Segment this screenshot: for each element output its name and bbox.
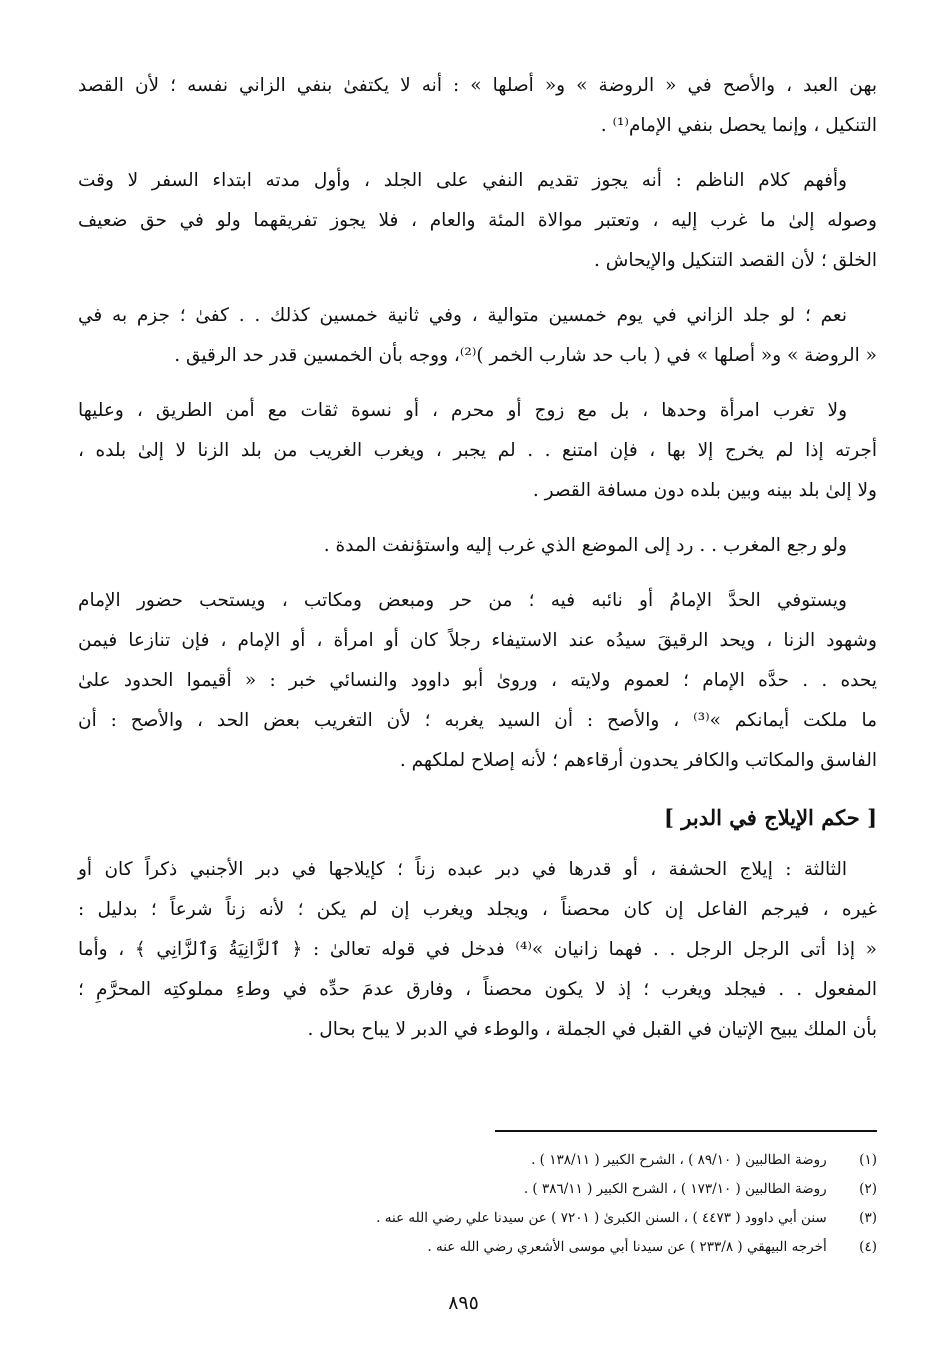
text-line: ولا إلىٰ بلد بينه وبين بلده دون مسافة القصر . — [532, 480, 877, 501]
footnote-number: (٣) — [859, 1210, 877, 1226]
text-line: يحده . . حدَّه الإمام ؛ لعموم ولايته ، وروىٰ أبو داوود والنسائي خبر : « أقيموا الحدود علىٰ — [78, 670, 877, 691]
text-line: المفعول . . فيجلد ويغرب ؛ إذ لا يكون محصناً ، وفارق عدمَ حدِّه في وطءِ مملوكتِه المحرَّمِ ؛ — [78, 979, 877, 1000]
paragraph-6 — [78, 581, 877, 781]
paragraph-7 — [78, 850, 877, 1050]
paragraph-1 — [78, 66, 877, 146]
text-line: ما ملكت أيمانكم »⁽³⁾ ، والأصح : أن السيد يغربه ؛ لأن التغريب بعض الحد ، والأصح : أن — [78, 710, 877, 731]
text-line: وشهود الزنا ، ويحد الرقيقَ سيدُه عند الاستيفاء رجلاً كان أو امرأة ، أو الإمام ، فإن تنازعا فيمن — [78, 630, 877, 651]
paragraph-5 — [78, 526, 877, 566]
section-heading: [ حكم الإيلاج في الدبر ] — [664, 805, 877, 830]
paragraph-2 — [78, 161, 877, 281]
text-line: وصوله إلىٰ ما غرب إليه ، وتعتبر موالاة المئة والعام ، فلا يجوز تفريقهما ولو في حق ضعيف — [78, 210, 877, 231]
footnote-text: أخرجه البيهقي ( ٢٣٣/٨ ) عن سيدنا أبي موسى الأشعري رضي الله عنه . — [427, 1239, 827, 1255]
footnotes — [78, 1146, 877, 1262]
text-line: ويستوفي الحدَّ الإمامُ أو نائبه فيه ؛ من حر ومبعض ومكاتب ، ويستحب حضور الإمام — [78, 590, 847, 611]
text-line: غيره ، فيرجم الفاعل إن كان محصناً ، ويجلد ويغرب إن لم يكن ؛ لأنه زناً شرعاً ؛ بدليل : — [78, 899, 877, 920]
main-text — [78, 66, 877, 1065]
text-line: ولو رجع المغرب . . رد إلى الموضع الذي غرب إليه واستؤنفت المدة . — [323, 535, 847, 556]
text-line: الخلق ؛ لأن القصد التنكيل والإيحاش . — [593, 250, 877, 271]
text-line: أجرته إذا لم يخرج إلا بها ، فإن امتنع . . لم يجبر ، ويغرب الغريب من بلد الزنا لا إلىٰ بلده ، — [78, 440, 877, 461]
text-line: بأن الملك يبيح الإتيان في القبل في الجملة ، والوطء في الدبر لا يباح بحال . — [307, 1019, 877, 1040]
text-line: بهن العبد ، والأصح في « الروضة » و« أصلها » : أنه لا يكتفىٰ بنفي الزاني نفسه ؛ لأن القصد — [78, 75, 877, 96]
text-line: « الروضة » و« أصلها » في ( باب حد شارب الخمر )⁽²⁾، ووجه بأن الخمسين قدر حد الرقيق . — [174, 345, 877, 366]
footnote-text: روضة الطالبين ( ٨٩/١٠ ) ، الشرح الكبير ( ١٣٨/١١ ) . — [531, 1152, 827, 1168]
footnote-number: (٢) — [859, 1181, 877, 1197]
footnote-divider — [495, 1130, 877, 1132]
footnote-number: (١) — [859, 1152, 877, 1168]
paragraph-3 — [78, 296, 877, 376]
footnote-text: سنن أبي داوود ( ٤٤٧٣ ) ، السنن الكبرىٰ ( ٧٢٠١ ) عن سيدنا علي رضي الله عنه . — [376, 1210, 827, 1226]
paragraph-4 — [78, 391, 877, 511]
text-line: وأفهم كلام الناظم : أنه يجوز تقديم النفي على الجلد ، وأول مدته ابتداء السفر لا وقت — [78, 170, 847, 191]
footnote-text: روضة الطالبين ( ١٧٣/١٠ ) ، الشرح الكبير ( ٣٨٦/١١ ) . — [523, 1181, 827, 1197]
text-line: التنكيل ، وإنما يحصل بنفي الإمام⁽¹⁾ . — [600, 115, 877, 136]
text-line: نعم ؛ لو جلد الزاني في يوم خمسين متوالية ، وفي ثانية خمسين كذلك . . كفىٰ ؛ جزم به في — [78, 305, 847, 326]
footnote — [78, 1175, 877, 1204]
footnote-number: (٤) — [859, 1239, 877, 1255]
text-line: الفاسق والمكاتب والكافر يحدون أرقاءهم ؛ لأنه إصلاح لملكهم . — [399, 750, 877, 771]
page-number: ٨٩٥ — [448, 1292, 479, 1314]
text-line: ولا تغرب امرأة وحدها ، بل مع زوج أو محرم ، أو نسوة ثقات مع أمن الطريق ، وعليها — [78, 400, 847, 421]
footnote — [78, 1204, 877, 1233]
text-line: « إذا أتى الرجل الرجل . . فهما زانيان »⁽⁴⁾ فدخل في قوله تعالىٰ : ﴿ ٱلزَّانِيَةُ وَٱلزَّانِي ﴾ ، وأما — [78, 939, 877, 960]
text-line: الثالثة : إيلاج الحشفة ، أو قدرها في دبر عبده زناً ؛ كإيلاجها في دبر الأجنبي ذكراً كان أو — [78, 859, 847, 880]
footnote — [78, 1146, 877, 1175]
footnote — [78, 1233, 877, 1262]
